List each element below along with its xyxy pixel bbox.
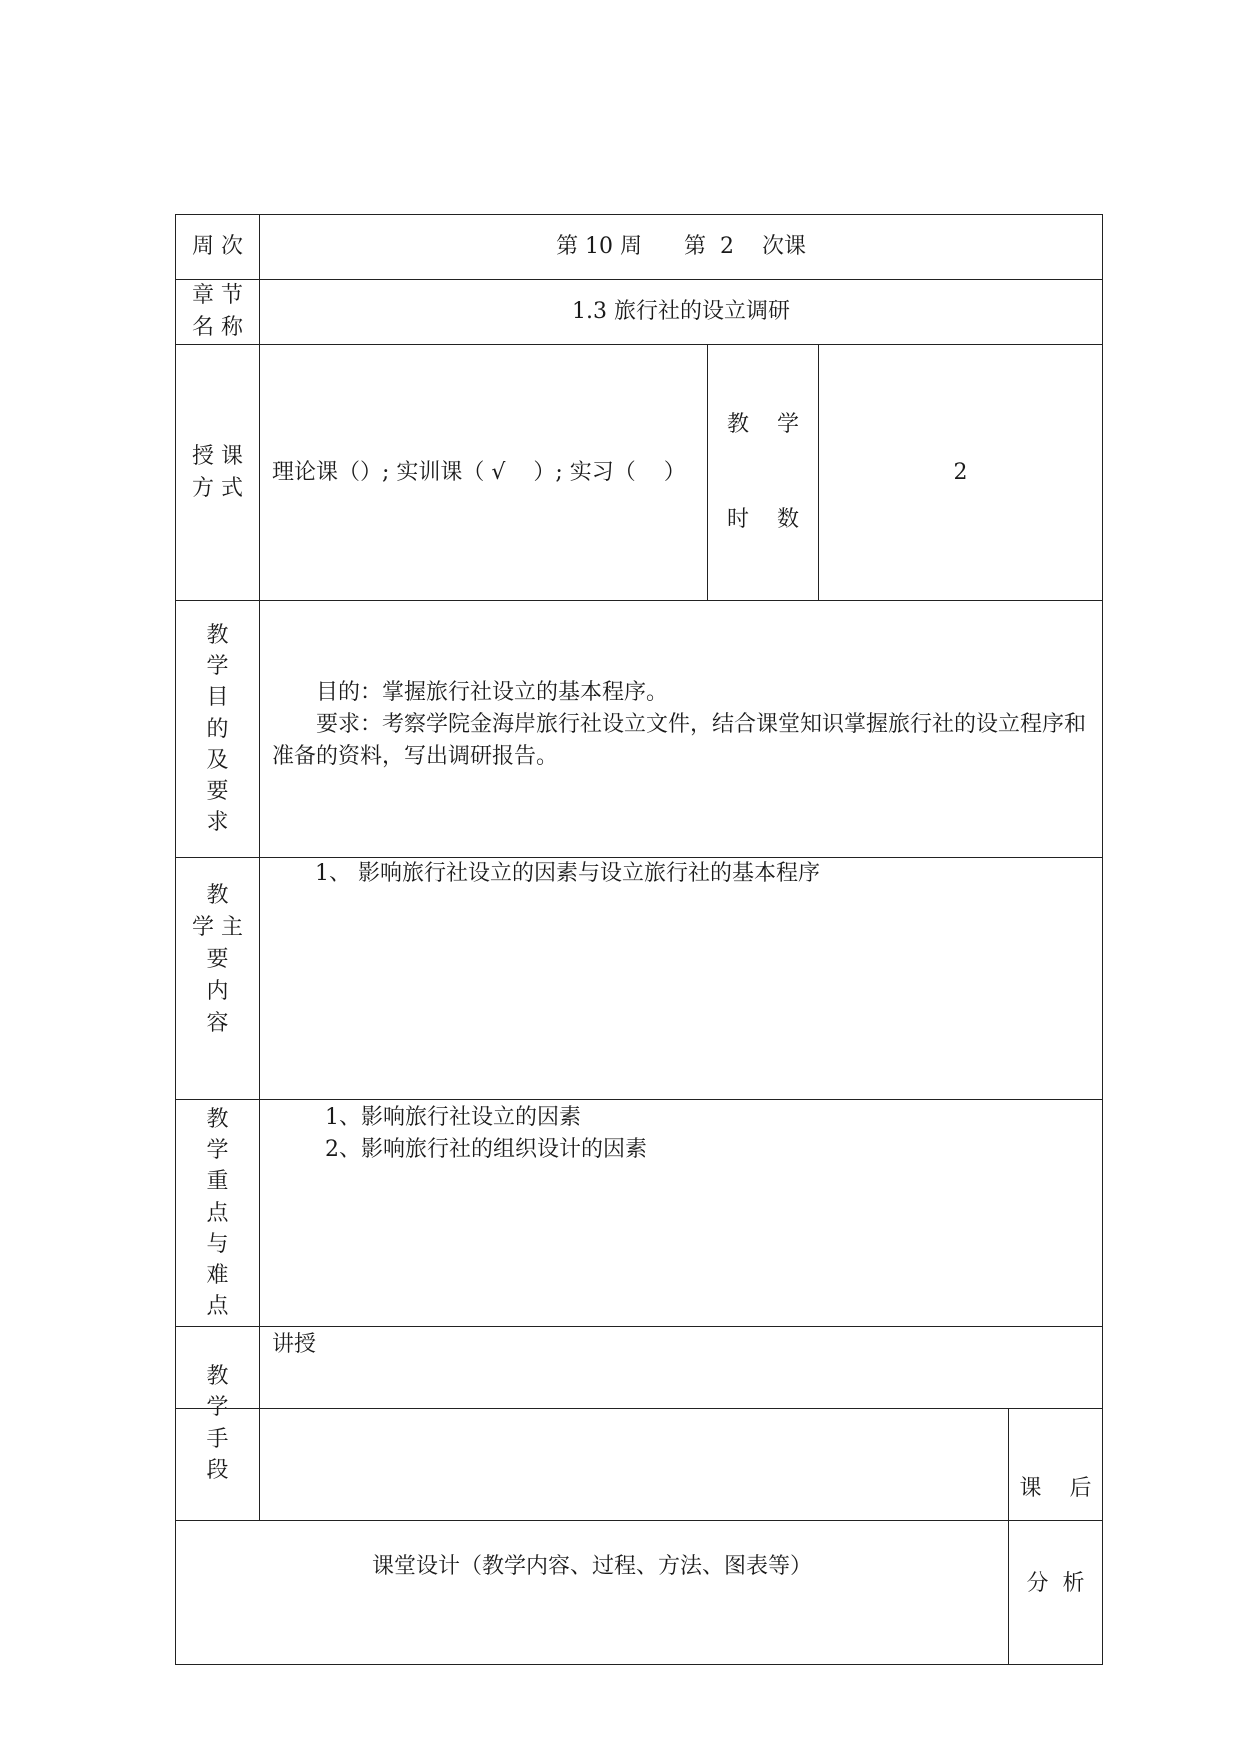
key-item-1: 1、影响旅行社设立的因素 (325, 1105, 581, 1131)
key-value (260, 1100, 1103, 1327)
means-value: 讲授 (260, 1327, 1103, 1521)
week-row (176, 215, 1103, 280)
goal-line-1: 目的：掌握旅行社设立的基本程序。 (316, 680, 669, 706)
goal-line-2: 要求：考察学院金海岸旅行社设立文件，结合课堂知识掌握旅行社的设立程序和准备的资料，写出调研报告。 (272, 712, 1087, 770)
means-label: 教学手段 (176, 1327, 260, 1521)
mode-label: 授 课 方 式 (176, 345, 260, 601)
lesson-plan-table (175, 214, 1103, 1521)
goal-label: 教学目的及要求 (176, 601, 260, 858)
chapter-value: 1.3 旅行社的设立调研 (260, 280, 1103, 345)
week-value: 第 10 周 第 2 次课 (260, 215, 1103, 280)
key-item-2: 2、影响旅行社的组织设计的因素 (325, 1137, 647, 1163)
after-class-label: 课 后 分 析 (1009, 1409, 1103, 1665)
content-item-1: 1、 影响旅行社设立的因素与设立旅行社的基本程序 (315, 861, 820, 887)
hours-label: 教 学 时 数 (708, 345, 819, 601)
goal-value (260, 601, 1103, 858)
mode-row (176, 345, 1103, 601)
content-label: 教 学 主 要 内 容 (176, 858, 260, 1100)
week-label: 周 次 (176, 215, 260, 280)
key-row (176, 1100, 1103, 1327)
mode-value: 理论课（）; 实训课（ √ ）; 实习（ ） (260, 345, 708, 601)
goal-row (176, 601, 1103, 858)
content-row (176, 858, 1103, 1100)
design-row (176, 1409, 1103, 1665)
key-label: 教学重点与难点 (176, 1100, 260, 1327)
hours-value: 2 (819, 345, 1103, 601)
class-design-table (175, 1408, 1103, 1665)
chapter-row (176, 280, 1103, 345)
content-value (260, 858, 1103, 1100)
class-design-label: 课堂设计（教学内容、过程、方法、图表等） (176, 1409, 1009, 1665)
chapter-label: 章 节 名 称 (176, 280, 260, 345)
